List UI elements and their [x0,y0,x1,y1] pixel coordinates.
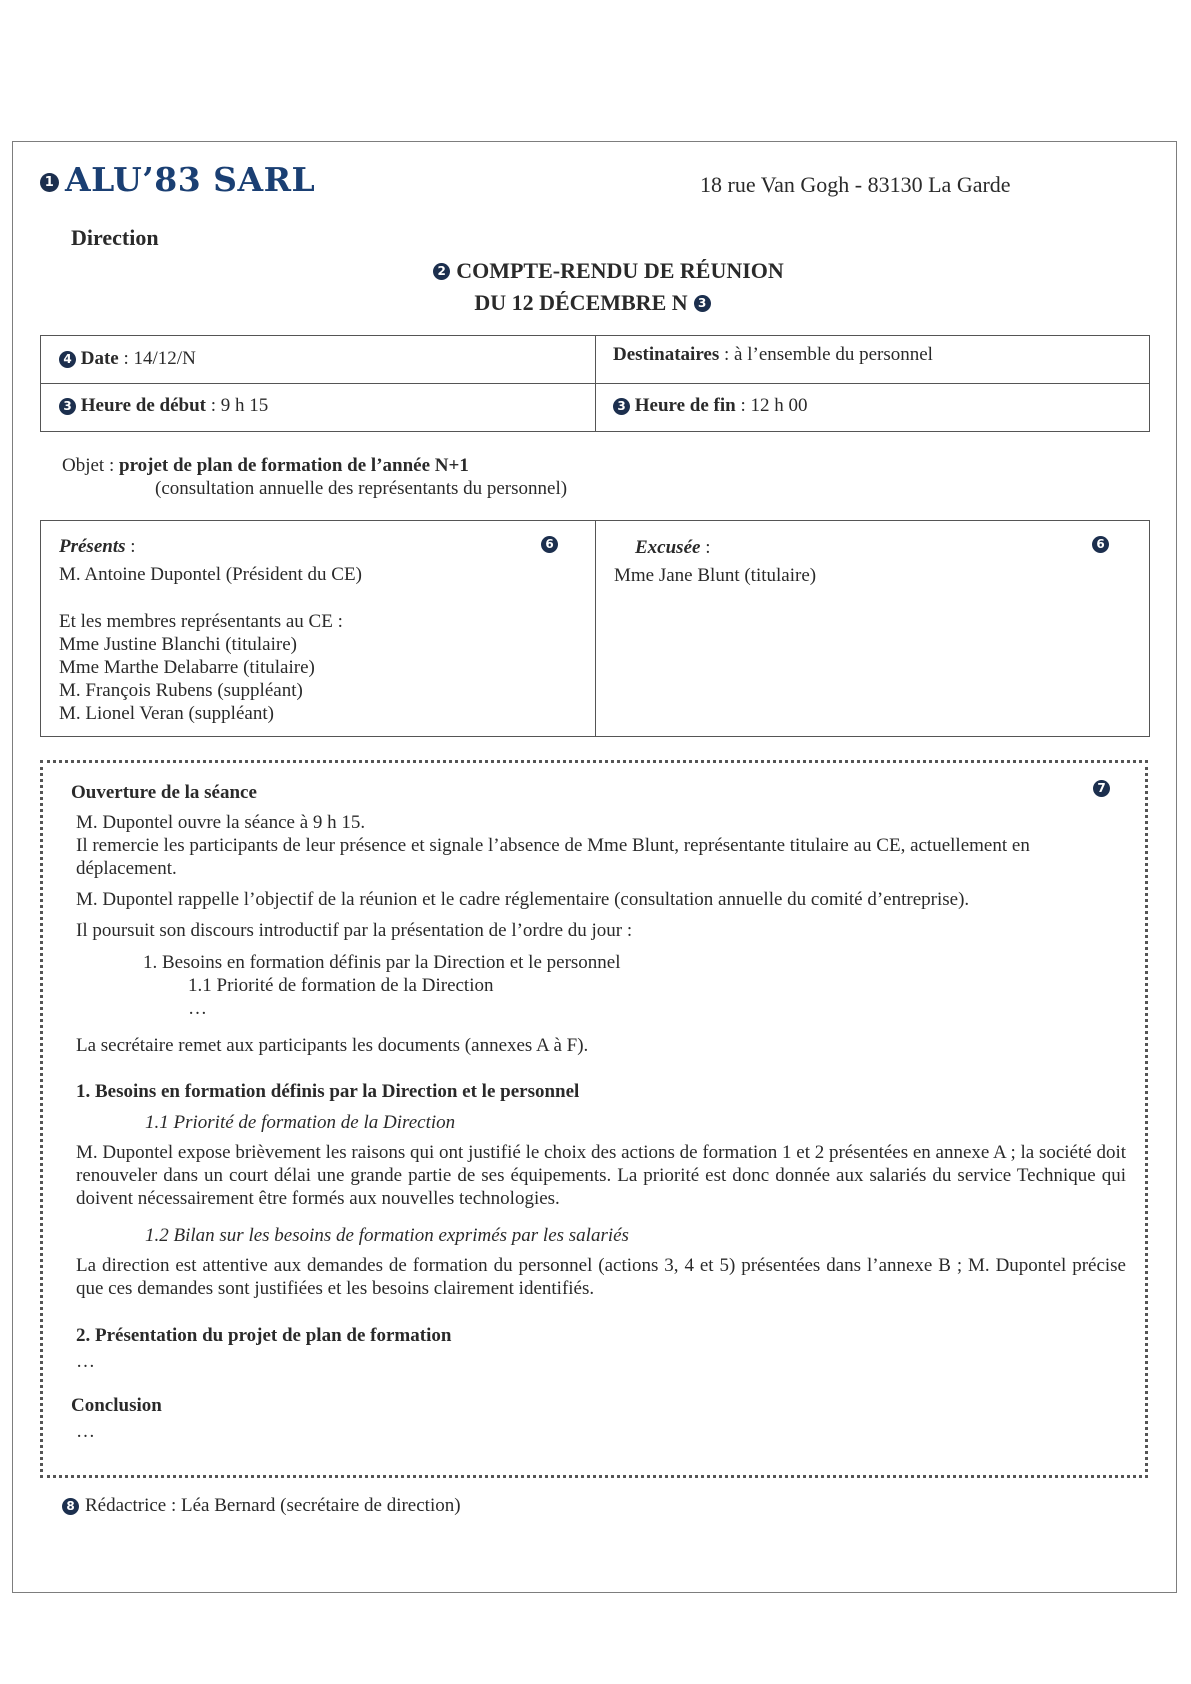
recipients-label: Destinataires [613,344,720,365]
end-time-cell [613,395,808,417]
callout-marker-4: 4 [59,351,76,368]
date-label: Date [80,348,119,369]
start-time-cell [59,395,268,417]
end-time-value: : 12 h 00 [735,395,808,416]
excused-name: Mme Jane Blunt (titulaire) [614,565,817,586]
meeting-subject [62,455,469,477]
recipients-cell [613,344,933,366]
callout-marker-3: 3 [613,398,630,415]
document-title-line2 [0,290,1191,316]
member-item: M. Lionel Veran (suppléant) [59,703,274,724]
opening-heading: Ouverture de la séance [71,782,257,803]
author-text: Rédactrice : Léa Bernard (secrétaire de direction) [85,1495,461,1516]
member-item: Mme Justine Blanchi (titulaire) [59,634,297,655]
callout-marker-1: 1 [40,173,59,192]
present-label: Présents [59,536,126,557]
member-item: M. François Rubens (suppléant) [59,680,303,701]
recipients-value: : à l’ensemble du personnel [719,344,933,365]
president-name: M. Antoine Dupontel (Président du CE) [59,564,362,585]
callout-marker-3: 3 [59,398,76,415]
callout-marker-6: 6 [1092,536,1109,553]
callout-marker-7: 7 [1093,780,1110,797]
present-separator: : [125,536,136,557]
start-time-value: : 9 h 15 [206,395,269,416]
attendees-table [40,520,1150,737]
table-divider [595,521,596,736]
author-line [62,1495,461,1517]
section-1-2-heading: 1.2 Bilan sur les besoins de formation exprimés par les salariés [145,1225,629,1246]
subject-label: Objet : [62,455,119,476]
title-text-line2: DU 12 DÉCEMBRE N [474,290,688,315]
section-1-heading: 1. Besoins en formation définis par la Direction et le personnel [76,1081,580,1102]
table-divider [41,383,1149,384]
company-name [40,160,315,199]
present-heading [59,535,136,558]
section-1-1-text: M. Dupontel expose brièvement les raisons qui ont justifié le choix des actions de formation 1 et 2 présentées en annexe A ; la société doit renouveler dans un court délai une grande partie de ses équipements. La priorité est donc donnée aux salariés du service Technique qui doivent nécessairement être formés aux nouvelles technologies. [76,1142,1127,1209]
excused-heading [635,536,710,559]
callout-marker-6: 6 [541,536,558,553]
callout-marker-3: 3 [694,295,711,312]
callout-marker-8: 8 [62,1498,79,1515]
documents-paragraph: La secrétaire remet aux participants les documents (annexes A à F). [76,1035,589,1056]
document-title-line1 [0,258,1191,284]
agenda-item: 1. Besoins en formation définis par la Direction et le personnel [143,952,621,973]
opening-paragraph: M. Dupontel ouvre la séance à 9 h 15. [76,812,366,833]
member-item: Mme Marthe Delabarre (titulaire) [59,657,315,678]
callout-marker-2: 2 [433,263,450,280]
opening-paragraph: M. Dupontel rappelle l’objectif de la réunion et le cadre réglementaire (consultation annuelle du comité d’entreprise). [76,889,970,910]
meeting-subject-detail: (consultation annuelle des représentants du personnel) [155,478,568,499]
excused-label: Excusée [635,537,701,558]
section-1-2-text: La direction est attentive aux demandes de formation du personnel (actions 3, 4 et 5) présentées dans l’annexe B ; M. Dupontel précise que ces demandes sont justifiées et les besoins clairement identifiés. [76,1255,1126,1299]
agenda-ellipsis: … [188,998,207,1019]
title-text-line1: COMPTE-RENDU DE RÉUNION [456,258,784,283]
company-name-text: ALU’83 SARL [65,160,316,199]
opening-paragraph: Il poursuit son discours introductif par la présentation de l’ordre du jour : [76,920,633,941]
meeting-info-table [40,335,1150,432]
date-value: : 14/12/N [118,348,196,369]
section-2-ellipsis: … [76,1351,95,1372]
end-time-label: Heure de fin [634,395,736,416]
section-2-heading: 2. Présentation du projet de plan de formation [76,1325,452,1346]
date-cell [59,348,196,370]
subject-value: projet de plan de formation de l’année N+1 [119,455,469,476]
start-time-label: Heure de début [80,395,207,416]
excused-separator: : [700,537,711,558]
opening-paragraph: Il remercie les participants de leur présence et signale l’absence de Mme Blunt, représentante titulaire au CE, actuellement en déplacement. [76,835,1030,879]
minutes-body [40,760,1148,1478]
members-intro: Et les membres représentants au CE : [59,611,343,632]
department-label: Direction [71,225,159,250]
conclusion-heading: Conclusion [71,1395,162,1416]
agenda-subitem: 1.1 Priorité de formation de la Direction [188,975,494,996]
conclusion-ellipsis: … [76,1421,95,1442]
company-address: 18 rue Van Gogh - 83130 La Garde [700,172,1011,197]
section-1-1-heading: 1.1 Priorité de formation de la Direction [145,1112,456,1133]
